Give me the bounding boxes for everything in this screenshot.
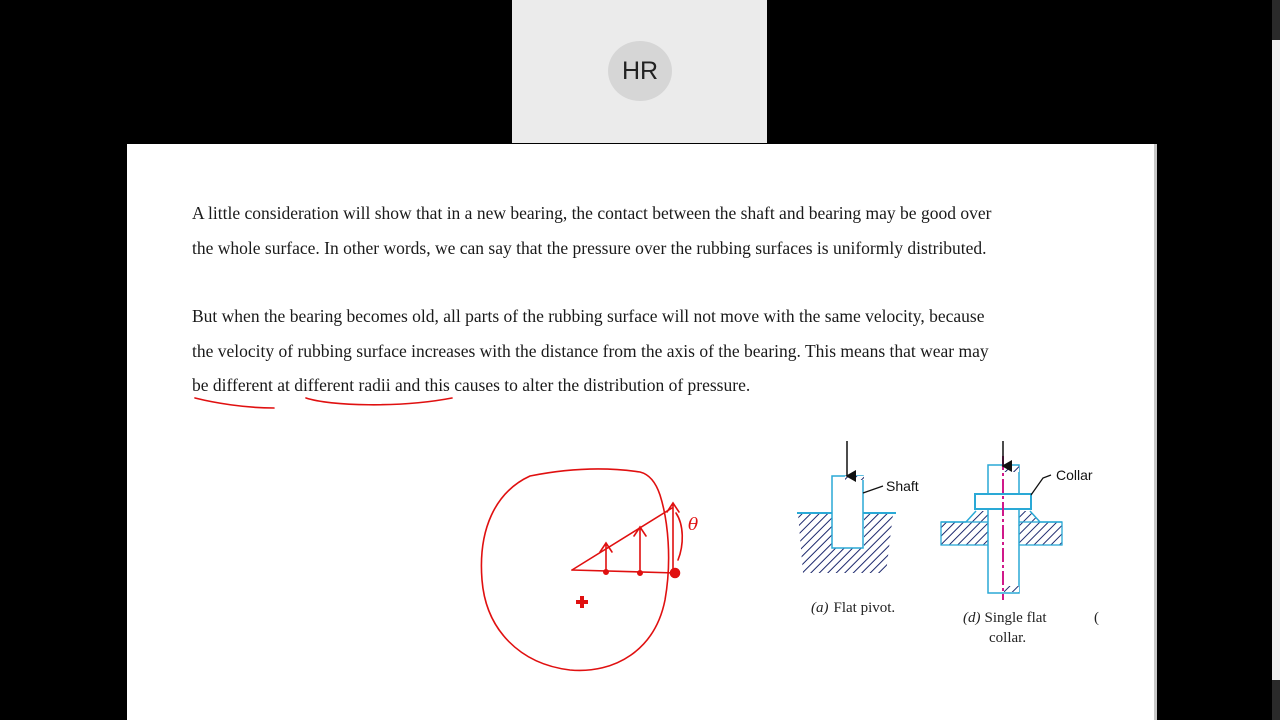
drawn-angled-line xyxy=(572,508,672,570)
text-line: A little consideration will show that in a new bearing, the contact between the shaft and bearing may be good over xyxy=(192,203,992,223)
drawn-radius-line xyxy=(572,570,676,573)
drawn-angle-arc xyxy=(676,513,682,560)
caption-d xyxy=(963,610,1047,626)
text-line: the whole surface. In other words, we can say that the pressure over the rubbing surfaces is uniformly distributed. xyxy=(192,237,987,258)
caption-cut-off: ( xyxy=(1094,610,1099,626)
participant-initials: HR xyxy=(621,56,659,85)
pivot-shaft xyxy=(832,476,863,548)
collar-label: Collar xyxy=(1056,467,1093,483)
drawn-arrow-2 xyxy=(634,527,646,572)
caption-d-line1: Single flat xyxy=(984,610,1047,626)
single-collar-figure xyxy=(941,441,1099,646)
shaft-leader-line xyxy=(863,486,883,493)
text-line: be different at different radii and this causes to alter the distribution of pressure. xyxy=(192,375,751,395)
pen-cursor-icon xyxy=(576,596,588,608)
underline-different-radii xyxy=(306,398,452,405)
caption-a xyxy=(811,600,895,616)
text-line: But when the bearing becomes old, all parts of the rubbing surface will not move with the same velocity, because xyxy=(192,306,985,326)
drawn-tick-dot xyxy=(604,570,608,574)
text-line: the velocity of rubbing surface increases with the distance from the axis of the bearing. This means that wear may xyxy=(192,340,989,361)
underline-be-different xyxy=(195,398,274,408)
caption-d-prefix: (d) xyxy=(963,610,981,626)
collar-top-hatch xyxy=(1004,466,1019,472)
theta-label: θ xyxy=(688,515,699,535)
caption-a-prefix: (a) xyxy=(811,600,829,616)
drawn-tick-dot xyxy=(638,571,642,575)
hand-annotations xyxy=(195,398,698,670)
flat-pivot-figure xyxy=(797,441,919,616)
shaft-label: Shaft xyxy=(886,478,919,494)
caption-a-text: Flat pivot. xyxy=(833,600,896,616)
pivot-shaft-top-hatch xyxy=(845,476,864,480)
collar-leader-line xyxy=(1031,475,1051,495)
drawn-end-dot xyxy=(671,569,680,578)
caption-d-line2: collar. xyxy=(989,630,1027,646)
collar-bottom-hatch xyxy=(1004,586,1019,592)
